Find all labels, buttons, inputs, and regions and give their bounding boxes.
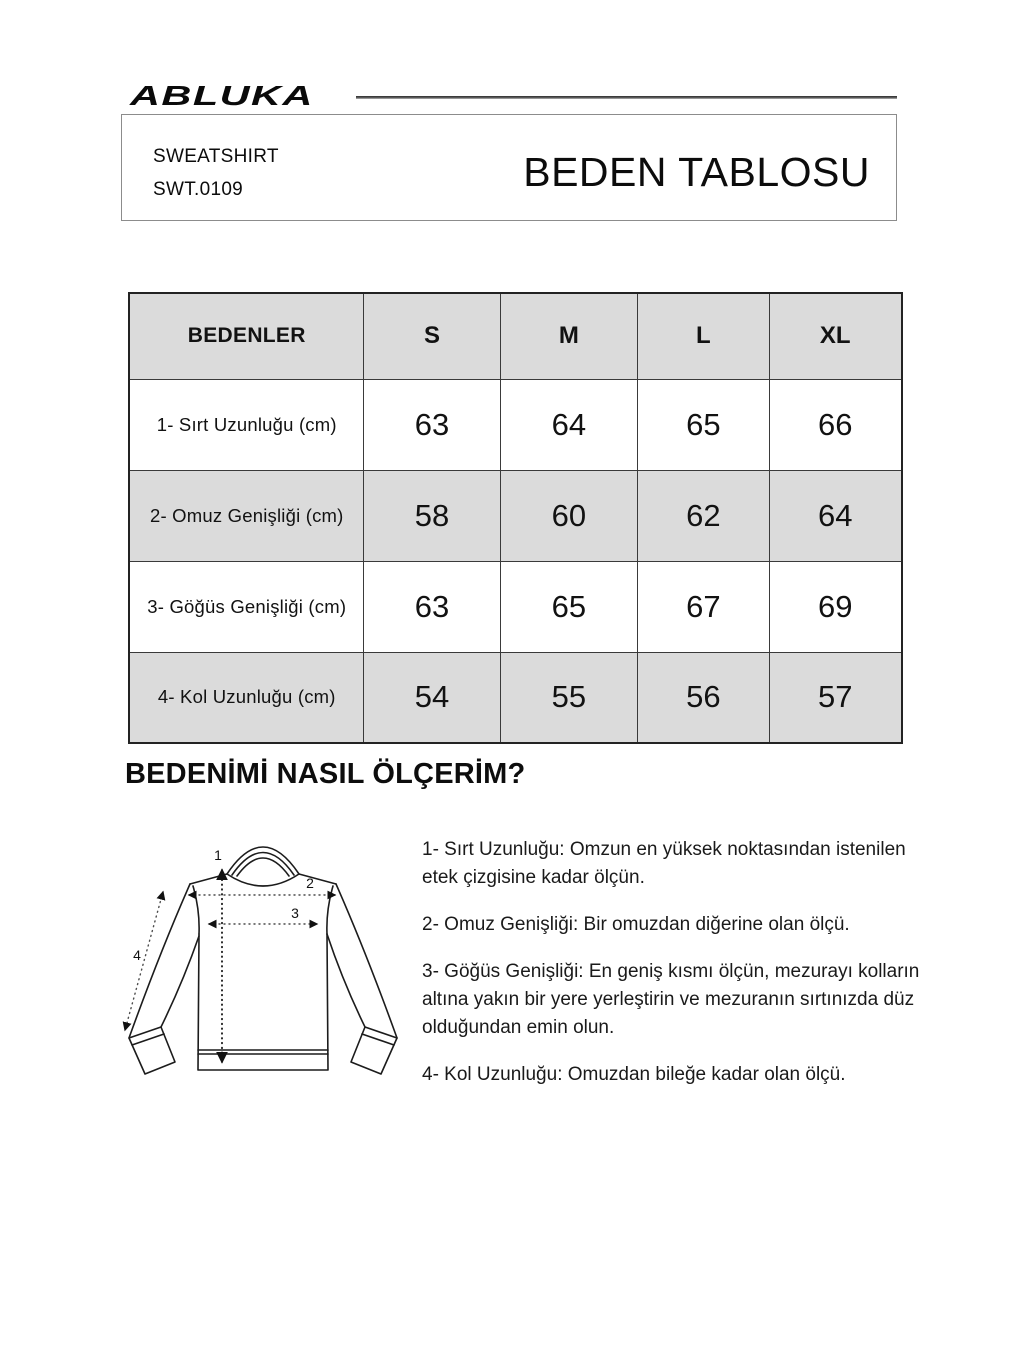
size-table-header-row	[129, 293, 902, 379]
measure-label-1: 1	[214, 847, 222, 863]
cell-value: 64	[769, 470, 902, 561]
section-heading: BEDENİMİ NASIL ÖLÇERİM?	[125, 758, 526, 790]
col-header-s: S	[364, 293, 500, 379]
col-header-m: M	[500, 293, 638, 379]
cell-value: 65	[500, 561, 638, 652]
measure-label-2: 2	[306, 875, 314, 891]
size-table	[128, 292, 903, 744]
row-label: 1- Sırt Uzunluğu (cm)	[129, 379, 364, 470]
cell-value: 60	[500, 470, 638, 561]
row-label: 3- Göğüs Genişliği (cm)	[129, 561, 364, 652]
cell-value: 54	[364, 652, 500, 743]
product-info	[153, 140, 279, 206]
row-label: 4- Kol Uzunluğu (cm)	[129, 652, 364, 743]
measure-label-4: 4	[133, 947, 141, 963]
product-code: SWT.0109	[153, 178, 244, 200]
brand-logo: ABLUKA	[130, 80, 314, 111]
brand-row	[130, 80, 897, 112]
cell-value: 55	[500, 652, 638, 743]
cell-value: 63	[364, 379, 500, 470]
sweatshirt-diagram	[105, 822, 425, 1102]
page-title: BEDEN TABLOSU	[523, 149, 870, 195]
table-row	[129, 561, 902, 652]
header-box	[121, 114, 897, 221]
table-row	[129, 652, 902, 743]
table-row	[129, 470, 902, 561]
row-label: 2- Omuz Genişliği (cm)	[129, 470, 364, 561]
cell-value: 66	[769, 379, 902, 470]
cell-value: 63	[364, 561, 500, 652]
col-header-l: L	[638, 293, 769, 379]
product-type: SWEATSHIRT	[153, 145, 279, 167]
instruction-item: 2- Omuz Genişliği: Bir omuzdan diğerine olan ölçü.	[422, 914, 850, 935]
instruction-item: 3- Göğüs Genişliği: En geniş kısmı ölçün, mezurayı kolların altına yakın bir yere yerleştirin ve mezuranın sırtınızda düz olduğundan emin olun.	[422, 961, 920, 1038]
instruction-item: 1- Sırt Uzunluğu: Omzun en yüksek noktasından istenilen etek çizgisine kadar ölçün.	[422, 839, 906, 888]
col-header-xl: XL	[769, 293, 902, 379]
cell-value: 67	[638, 561, 769, 652]
table-row	[129, 379, 902, 470]
cell-value: 64	[500, 379, 638, 470]
sweatshirt-drawing	[105, 822, 425, 1102]
cell-value: 62	[638, 470, 769, 561]
col-header-bedenler: BEDENLER	[129, 293, 364, 379]
instruction-item: 4- Kol Uzunluğu: Omuzdan bileğe kadar olan ölçü.	[422, 1064, 846, 1085]
cell-value: 57	[769, 652, 902, 743]
measure-instructions	[422, 836, 934, 1108]
cell-value: 69	[769, 561, 902, 652]
cell-value: 65	[638, 379, 769, 470]
cell-value: 58	[364, 470, 500, 561]
cell-value: 56	[638, 652, 769, 743]
measure-label-3: 3	[291, 905, 299, 921]
